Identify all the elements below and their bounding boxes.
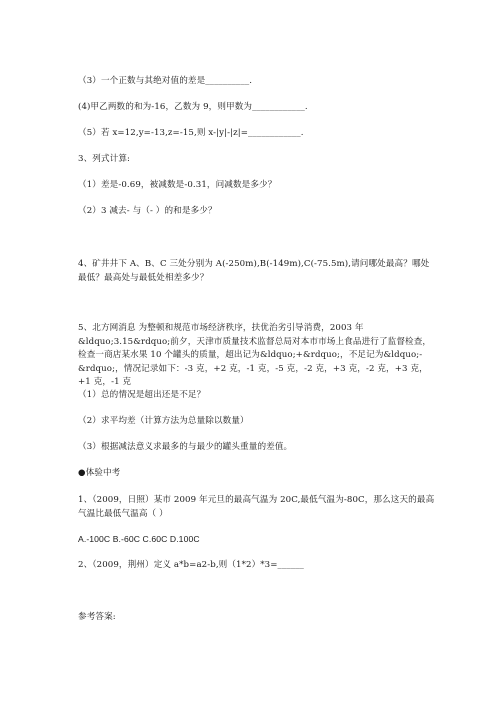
question-5-part-1: （1）总的情况是超出还是不足？	[78, 390, 206, 400]
question-3-item-3: （3）一个正数与其绝对值的差是__________.	[78, 76, 253, 86]
exam-question-1-options: A.-100C B.-60C C.60C D.100C	[78, 534, 200, 544]
exam-question-1: 1、（2009，日照）某市 2009 年元旦的最高气温为 20C,最低气温为-80C，那么这天的最高气温比最低气温高（ ）	[78, 495, 435, 519]
calc-question-2: （2）3 减去- 与（- ）的和是多少？	[78, 206, 217, 216]
question-5: 5、北方网消息 为整顿和规范市场经济秩序，扶优治劣引导消费，2003 年&ldquo;3.15&rdquo;前夕，天津市质量技术监督总局对本市市场上食品进行了监督检查，检查一商店某水果 10 个罐头的质量，超出记为&ldquo;+&rdquo;，不足记为&ldquo;-&rdquo;，情况记录如下：-3 克，+2 克，-1 克，-5 克，-2 克，+3 克，-2 克，+3 克，+1 克，-1 克	[78, 323, 432, 387]
calc-question-1: （1）差是-0.69，被减数是-0.31，问减数是多少？	[78, 180, 277, 190]
answer-key-heading: 参考答案:	[78, 612, 116, 622]
section-3-heading: 3、列式计算:	[78, 154, 131, 164]
question-5-part-2: （2）求平均差（计算方法为总量除以数量）	[78, 416, 249, 426]
question-5-part-3: （3）根据减法意义求最多的与最少的罐头重量的差值。	[78, 442, 293, 452]
exam-question-2: 2、（2009，荆州）定义 a*b=a2-b,则（1*2）*3=______	[78, 560, 304, 570]
question-3-item-5: （5）若 x=12,y=-13,z=-15,则 x-|y|-|z|=____________.	[78, 128, 304, 138]
question-3-item-4: (4)甲乙两数的和为-16，乙数为 9，则甲数为____________.	[78, 102, 308, 112]
question-4: 4、矿井井下 A、B、C 三处分别为 A(-250m),B(-149m),C(-75.5m),请问哪处最高？哪处最低？最高处与最低处相差多少？	[78, 259, 430, 283]
exam-section-heading: ●体验中考	[78, 468, 121, 478]
